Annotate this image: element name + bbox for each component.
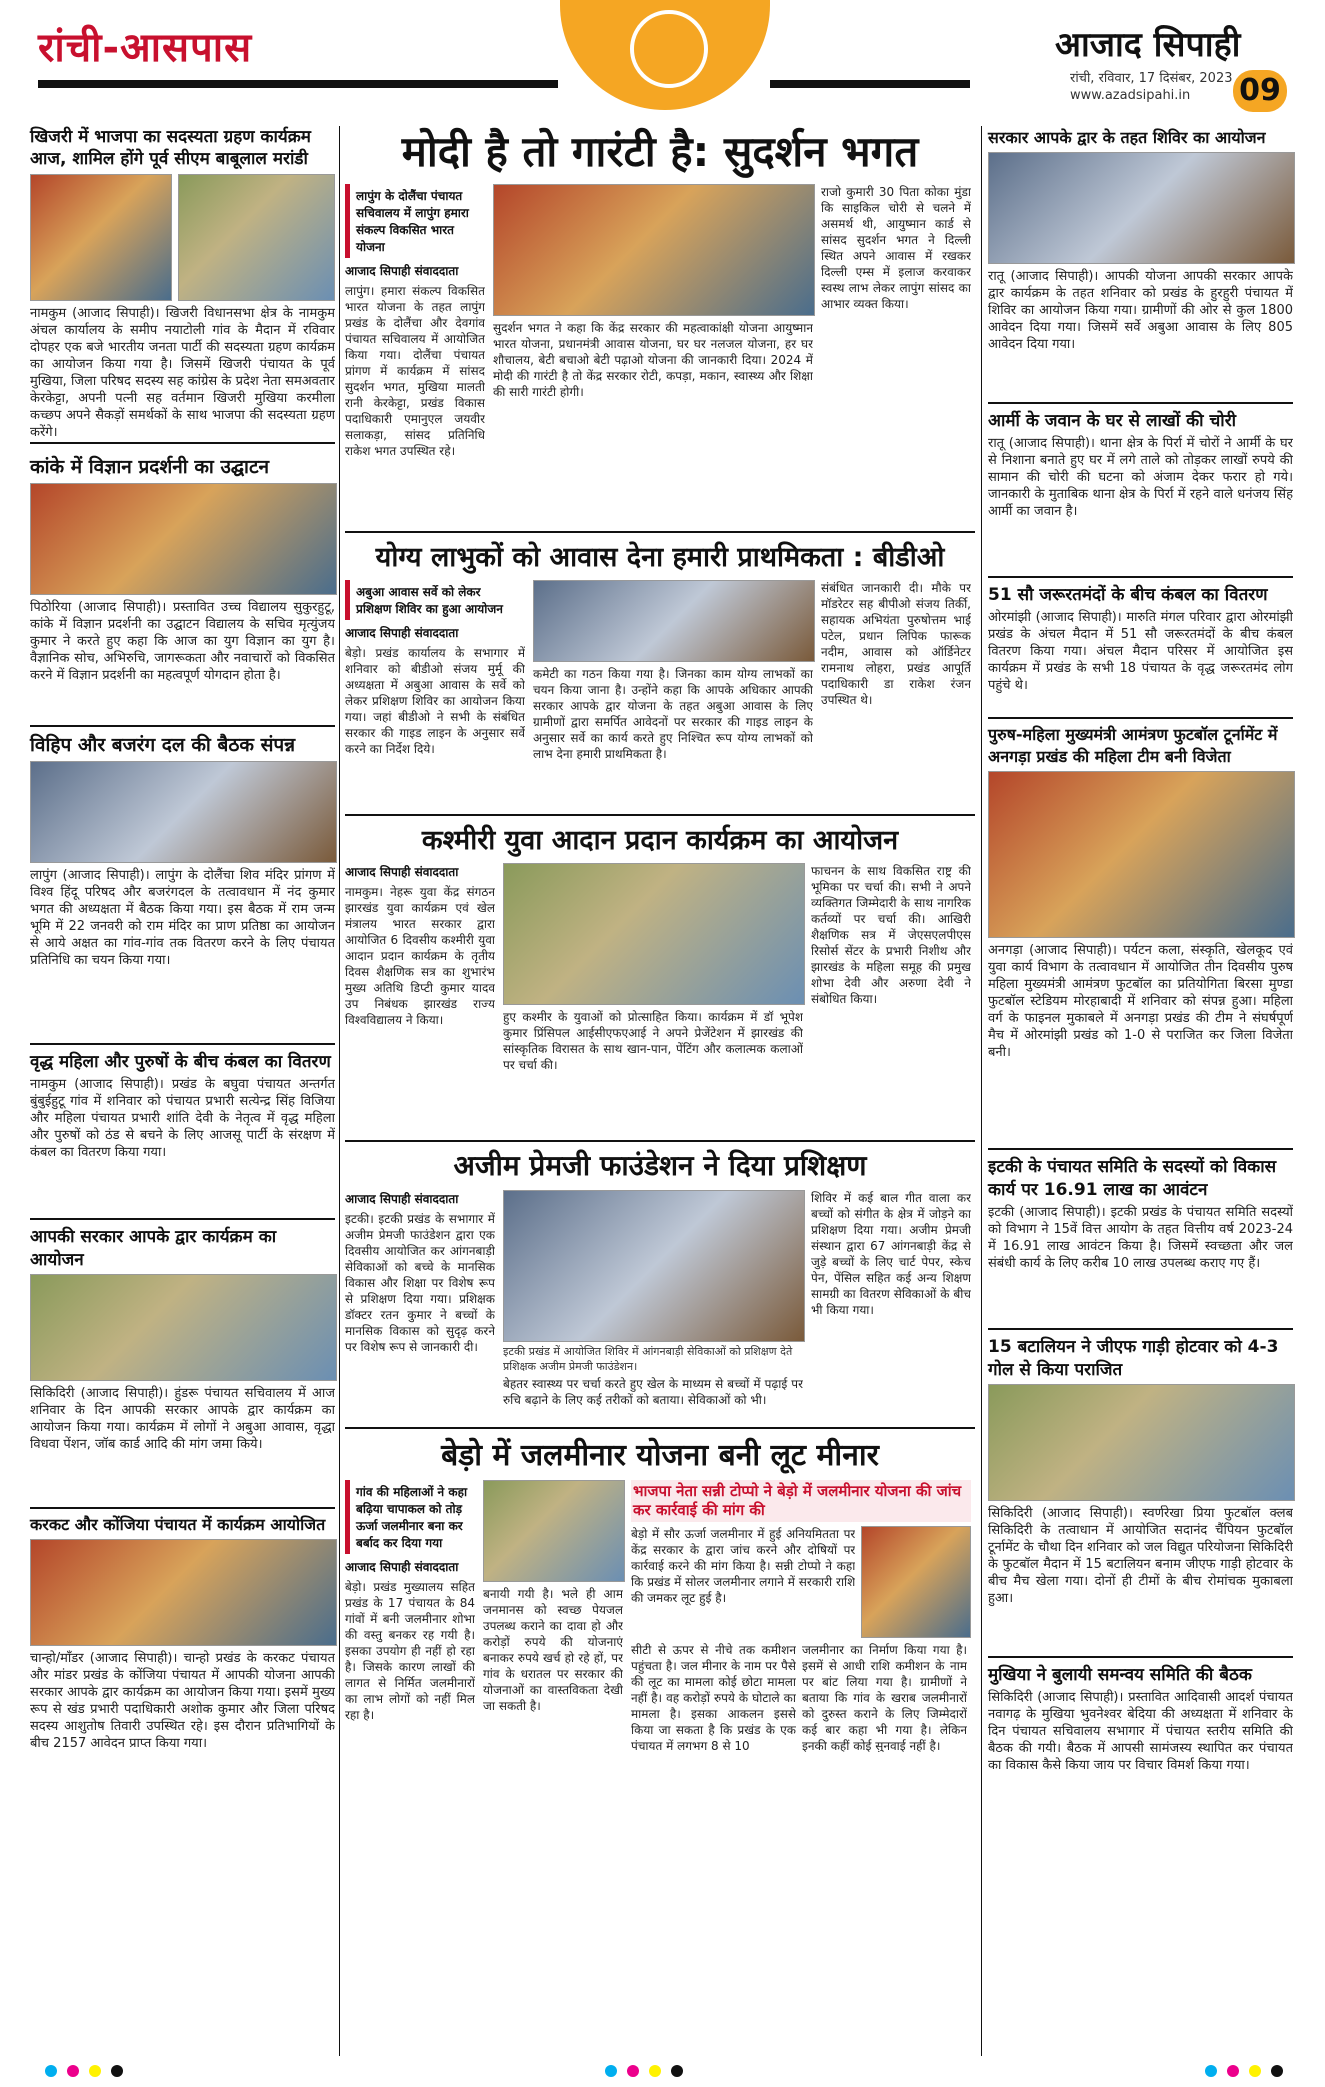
story3-body-1: नामकुम। नेहरू युवा केंद्र संगठन झारखंड युवा कार्यक्रम एवं खेल मंत्रालय भारत सरकार द्वारा आयोजित 6 दिवसीय कश्मीरी युवा आदान प्रदान कार्यक्रम के तृतीय दिवस शैक्षणिक सत्र का शुभारंभ मुख्य अतिथि डिप्टी कुमार यादव उप निबंधक झारखंड राज्य विश्वविद्यालय ने किया। (345, 885, 495, 1027)
story2-byline: आजाद सिपाही संवाददाता (345, 626, 459, 640)
divider (30, 442, 335, 444)
story3-byline: आजाद सिपाही संवाददाता (345, 865, 459, 879)
story5-photo (483, 1480, 625, 1582)
left-story4-body: नामकुम (आजाद सिपाही)। प्रखंड के बघुवा पंचायत अन्तर्गत बुंबुईहुटू गांव में शनिवार को पंचायत प्रभारी सत्येन्द्र सिंह विजिया और महिला पंचायत प्रभारी शांति देवी के नेतृत्व में वृद्ध महिला और पुरुषों को ठंड से बचने के लिए आजसू पार्टी के संरक्षण में कंबल का वितरण किया गया। (30, 1077, 335, 1160)
left-story2-photo (30, 483, 337, 595)
story5-side-photo (861, 1526, 971, 1638)
story3-photo (503, 863, 805, 1005)
right-story7-body: सिकिदिरी (आजाद सिपाही)। प्रस्तावित आदिवासी आदर्श पंचायत नवागढ़ के मुखिया भुवनेश्वर बेदिया की अध्यक्षता में शनिवार के दिन पंचायत सचिवालय सभागार में पंचायत स्तरीय समिति की बैठक की गयी। बैठक में आपसी सामंजस्य स्थापित कर पंचायत का विकास कैसे किया जाय पर विचार विमर्श किया गया। (988, 1690, 1293, 1773)
left-story5-headline: आपकी सरकार आपके द्वार कार्यक्रम का आयोजन (30, 1218, 335, 1270)
story2-body-3: संबंधित जानकारी दी। मौके पर मॉडरेटर सह बीपीओ संजय तिर्की, सहायक अभियंता पुरुषोत्तम भाई पटेल, प्रधान लिपिक फारूक नदीम, आवास को ऑर्डिनेटर रामनाथ लोहरा, प्रखंड आपूर्ति पदाधिकारी डा राकेश रंजन उपस्थित थे। (821, 581, 971, 707)
right-story3-body: ओरमांझी (आजाद सिपाही)। मारुति मंगल परिवार द्वारा ओरमांझी प्रखंड के अंचल मैदान में 51 सौ जरूरतमंदों के बीच कंबल वितरण किया गया। अंचल मैदान परिसर में आयोजित इस कार्यक्रम में प्रखंड के सभी 18 पंचायत के वृद्ध जरूरतमंद लोग पहुंचे थे। (988, 610, 1293, 693)
story4-caption: इटकी प्रखंड में आयोजित शिविर में आंगनबाड़ी सेविकाओं को प्रशिक्षण देते प्रशिक्षक अजीम प्रेमजी फाउंडेशन। (503, 1345, 793, 1373)
left-story6-body: चान्हो/माँडर (आजाद सिपाही)। चान्हो प्रखंड के करकट पंचायत और मांडर प्रखंड के कोंजिया पंचायत में आपकी योजना आपकी सरकार आपके द्वार कार्यक्रम का आयोजन किया गया। इसमें मुख्य रूप से खंड प्रभारी पदाधिकारी अशोक कुमार और जिला परिषद सदस्य आशुतोष तिवारी उपस्थित रहे। इस दौरान प्रतिभागियों के बीच 2157 आवेदन प्राप्त किया गया। (30, 1651, 335, 1751)
website-text[interactable]: www.azadsipahi.in (1070, 88, 1191, 103)
date-text: रांची, रविवार, 17 दिसंबर, 2023 (1070, 71, 1233, 86)
lead-body-3: राजो कुमारी 30 पिता कोका मुंडा कि साइकिल चोरी से चलने में असमर्थ थी, आयुष्मान कार्ड से सांसद सुदर्शन भगत ने दिल्ली स्थित अपने आवास में रखकर दिल्ली एम्स में इलाज करवाकर स्वस्थ लाभ लेकर लापुंग सांसद का आभार व्यक्त किया। (821, 185, 971, 311)
story5-side-body-2: सीटी से ऊपर से नीचे तक कमीशन पहुंचता है। जल मीनार के नाम पर पैसे की लूट का मामला कोई छोटा मामला नहीं है। वह करोड़ों रुपये के घोटाले का मामला है। इसका आकलन इससे किया जा सकता है कि प्रखंड के एक पंचायत में लगभग 8 से 10 (631, 1643, 796, 1752)
left-story6-photo (30, 1539, 337, 1646)
story5-side-body: बेड़ो में सौर ऊर्जा जलमीनार में हुई अनियमितता पर केंद्र सरकार के द्वारा जांच करने और दोषियों पर कार्रवाई करने की मांग किया है। सन्नी टोप्पो ने कहा कि प्रखंड में सोलर जलमीनार लगाने में सरकारी राशि की जमकर लूट हुई है। (631, 1527, 856, 1605)
story3-body-2: हुए कश्मीर के युवाओं को प्रोत्साहित किया। कार्यक्रम में डॉ भूपेश कुमार प्रिंसिपल आईसीएफएआई ने अपने प्रेजेंटेशन में झारखंड की सांस्कृतिक विरासत के साथ खान-पान, पेंटिंग और कलात्मक कलाओं पर चर्चा की। (503, 1010, 803, 1072)
lead-photo (493, 184, 815, 316)
right-story1-photo (988, 152, 1295, 264)
left-story1-body: नामकुम (आजाद सिपाही)। खिजरी विधानसभा क्षेत्र के नामकुम अंचल कार्यालय के समीप नयाटोली गांव के मैदान में रविवार दोपहर एक बजे भारतीय जनता पार्टी की सदस्यता ग्रहण कार्यक्रम का आयोजन किया गया है। जिसमें खिजरी पंचायत के पूर्व मुखिया, जिला परिषद सदस्य सह कांग्रेस के प्रदेश नेता समअवतार केरकेट्टा, अपनी पत्नी सह वर्तमान खिजरी मुखिया करमीला कच्छप अपने सैकड़ों समर्थकों के साथ भाजपा की सदस्यता ग्रहण करेंगे। (30, 306, 335, 440)
story5-body-2: बनायी गयी है। भले ही आम जनमानस को स्वच्छ पेयजल उपलब्ध कराने का दावा हो और करोड़ों रुपये की योजनाएं बनाकर रुपये खर्च हो रहे हों, पर गांव के धरातल पर सरकार की योजनाओं का वास्तविकता देखी जा सकती है। (483, 1587, 623, 1713)
left-story5-photo (30, 1274, 337, 1381)
page-number: 09 (1233, 70, 1287, 112)
left-column (30, 126, 335, 1800)
lead-tagline: लापुंग के दोलैंचा पंचायत सचिवालय में लापुंग हमारा संकल्प विकसित भारत योजना (345, 184, 485, 258)
lead-byline: आजाद सिपाही संवाददाता (345, 264, 459, 278)
story5-side-body-3: जलमीनार का निर्माण किया गया है। इसमें से आधी राशि कमीशन के नाम पर बांट लिया गया है। ग्रामीणों ने बताया कि गांव के खराब जलमीनारों को दुरुस्त कराने के लिए जिम्मेदारों कई बार कहा भी गया है। लेकिन इनकी कहीं कोई सुनवाई नहीं है। (802, 1643, 967, 1752)
column-rule-left (339, 126, 340, 2056)
right-story5-body: इटकी (आजाद सिपाही)। इटकी प्रखंड के पंचायत समिति सदस्यों को विभाग ने 15वें वित्त आयोग के तहत वित्तीय वर्ष 2023-24 में 16.91 लाख आवंटन किया है। जिसमें स्वच्छता और जल संबंधी कार्य के लिए करीब 10 लाख उपलब्ध कराए गए हैं। (988, 1205, 1293, 1271)
newspaper-name: आजाद सिपाही (1055, 25, 1241, 65)
left-story2-headline: कांके में विज्ञान प्रदर्शनी का उद्घाटन (30, 456, 270, 478)
left-story1-photo-2 (178, 174, 335, 301)
right-story2-body: रातू (आजाद सिपाही)। थाना क्षेत्र के पिर्रा में चोरों ने आर्मी के घर से निशाना बनाते हुए घर में लगे ताले को तोड़कर लाखों रुपये की सामान की चोरी की घटना को अंजाम देकर फरार हो गये। जानकारी के मुताबिक थाना क्षेत्र के पिर्रा में रहने वाले धनंजय सिंह आर्मी का जवान है। (988, 436, 1293, 519)
right-story6-photo (988, 1384, 1295, 1501)
right-story2-headline: आर्मी के जवान के घर से लाखों की चोरी (988, 402, 1293, 431)
right-column (988, 126, 1293, 1829)
right-story5-headline: इटकी के पंचायत समिति के सदस्यों को विकास कार्य पर 16.91 लाख का आवंटन (988, 1148, 1293, 1200)
masthead (0, 0, 1325, 122)
masthead-rule-left (38, 80, 558, 88)
right-story4-body: अनगड़ा (आजाद सिपाही)। पर्यटन कला, संस्कृति, खेलकूद एवं युवा कार्य विभाग के तत्वावधान में आयोजित तीन दिवसीय पुरुष महिला मुख्यमंत्री आमंत्रण फुटबॉल का प्रतियोगिता बिरसा मुण्डा फुटबॉल स्टेडियम मोरहाबादी में शनिवार को संपन्न हुआ। महिला वर्ग के फाइनल मुकाबले में अनगड़ा प्रखंड की टीम ने संघर्षपूर्ण मैच में ओरमांझी प्रखंड को 1-0 से पराजित कर जिला विजेता बनी। (988, 943, 1293, 1060)
column-rule-right (981, 126, 982, 2056)
registration-dots-left (40, 2062, 128, 2081)
left-story1-headline: खिजरी में भाजपा का सदस्यता ग्रहण कार्यक्रम आज, शामिल होंगे पूर्व सीएम बाबूलाल मरांडी (30, 127, 311, 169)
left-story4-headline: वृद्ध महिला और पुरुषों के बीच कंबल का वितरण (30, 1043, 335, 1072)
story5-headline: बेड़ो में जलमीनार योजना बनी लूट मीनार (345, 1427, 975, 1474)
right-story4-photo (988, 771, 1295, 938)
center-column (345, 126, 975, 1806)
left-story3-headline: विहिप और बजरंग दल की बैठक संपन्न (30, 725, 335, 757)
story5-tagline: गांव की महिलाओं ने कहा बढ़िया चापाकल को तोड़ ऊर्जा जलमीनार बना कर बर्बाद कर दिया गया (345, 1480, 475, 1554)
right-story3-headline: 51 सौ जरूरतमंदों के बीच कंबल का वितरण (988, 576, 1293, 605)
right-story7-headline: मुखिया ने बुलायी समन्वय समिति की बैठक (988, 1656, 1293, 1685)
story5-byline: आजाद सिपाही संवाददाता (345, 1560, 459, 1574)
lead-headline: मोदी है तो गारंटी है: सुदर्शन भगत (401, 127, 919, 176)
left-story5-body: सिकिदिरी (आजाद सिपाही)। हुंडरू पंचायत सचिवालय में आज शनिवार के दिन आपकी सरकार आपके द्वार कार्यक्रम का आयोजन किया गया। कार्यक्रम में लोगों ने अबुआ आवास, वृद्धा विधवा पेंशन, जॉब कार्ड आदि की मांग जमा किये। (30, 1386, 335, 1452)
story5-body-1: बेड़ो। प्रखंड मुख्यालय सहित प्रखंड के 17 पंचायत के 84 गांवों में बनी जलमीनार शोभा की वस्तु बनकर रह गयी है। इसका उपयोग ही नहीं हो रहा है। जिसके कारण लाखों की लागत से निर्मित जलमीनारों का लाभ लोगों को नहीं मिल रहा है। (345, 1580, 475, 1722)
story3-body-3: फाचनन के साथ विकसित राष्ट्र की भूमिका पर चर्चा की। सभी ने अपने व्यक्तिगत जिम्मेदारी के साथ नागरिक कर्तव्यों पर चर्चा की। आखिरी शैक्षणिक सत्र में जेएसएलपीएस रिसोर्स सेंटर के प्रभारी निशीथ और झारखंड के महिला समूह की प्रमुख शोभा देवी और अरुणा देवी ने संबोधित किया। (811, 864, 971, 1006)
section-title: रांची-आसपास (38, 25, 253, 71)
left-story3-body: लापुंग (आजाद सिपाही)। लापुंग के दोलैंचा शिव मंदिर प्रांगण में विश्व हिंदू परिषद और बजरंगदल के तत्वावधान में नंद कुमार भगत की अध्यक्षता में बैठक किया गया। इस बैठक में राम जन्म भूमि में 22 जनवरी को राम मंदिर का प्राण प्रतिष्ठा का आयोजन से आये अक्षत का गांव-गांव तक वितरण करने के लिए पंचायत प्रतिनिधि का चयन किया गया। (30, 868, 335, 968)
lead-body-2: सुदर्शन भगत ने कहा कि केंद्र सरकार की महत्वाकांक्षी योजना आयुष्मान भारत योजना, प्रधानमंत्री आवास योजना, घर घर नलजल योजना, हर घर शौचालय, बेटी बचाओ बेटी पढ़ाओ योजना की जानकारी दिया। 2024 में मोदी की गारंटी है तो केंद्र सरकार रोटी, कपड़ा, मकान, स्वास्थ्य और शिक्षा की सारी गारंटी होगी। (493, 321, 813, 399)
right-story4-headline: पुरुष-महिला मुख्यमंत्री आमंत्रण फुटबॉल टूर्नामेंट में अनगड़ा प्रखंड की महिला टीम बनी विजेता (988, 717, 1293, 767)
lead-body-1: लापुंग। हमारा संकल्प विकसित भारत योजना के तहत लापुंग प्रखंड के दोलैंचा और देवगांव पंचायत सचिवालय में आयोजित किया गया। दोलैंचा पंचायत प्रांगण में कार्यक्रम में सांसद सुदर्शन भगत, मुखिया मालती रानी केरकेट्टा, प्रखंड विकास पदाधिकारी एमानुएल जयवीर सलाकड़ा, सांसद प्रतिनिधि राकेश भगत उपस्थित रहे। (345, 284, 485, 458)
story2-headline: योग्य लाभुकों को आवास देना हमारी प्राथमिकता : बीडीओ (345, 531, 975, 574)
story4-headline: अजीम प्रेमजी फाउंडेशन ने दिया प्रशिक्षण (345, 1140, 975, 1184)
story2-body-2: कमेटी का गठन किया गया है। जिनका काम योग्य लाभकों का चयन किया जाना है। उन्होंने कहा कि आपके अधिकार आपकी सरकार आपके द्वार योजना के तहत अबुआ आवास के लिए ग्रामीणों द्वारा समर्पित आवेदनों पर सरकार की गाइड लाइन के अनुसार सर्वे का कार्य करते हुए निश्चित रूप योग्य लाभकों को लाभ देना हमारी प्राथमिकता है। (533, 667, 813, 761)
story4-photo (503, 1190, 805, 1342)
registration-dots-center (600, 2062, 688, 2081)
right-story6-body: सिकिदिरी (आजाद सिपाही)। स्वर्णरेखा प्रिया फुटबॉल क्लब सिकिदिरी के तत्वाधान में आयोजित सदानंद चैंपियन फुटबॉल टूर्नामेंट के चौथा दिन शनिवार को जल विद्युत परियोजना सिकिदिरी के फुटबॉल मैदान में 15 बटालियन बनाम जीएफ गाड़ी होटवार के बीच मैच खेला गया। दोनों ही टीमों के बीच रोमांचक मुकाबला हुआ। (988, 1506, 1293, 1606)
left-story1-photo-1 (30, 174, 172, 301)
right-story6-headline: 15 बटालियन ने जीएफ गाड़ी होटवार को 4-3 गोल से किया पराजित (988, 1328, 1293, 1380)
left-story6-headline: करकट और कोंजिया पंचायत में कार्यक्रम आयोजित (30, 1507, 335, 1535)
right-story1-headline: सरकार आपके द्वार के तहत शिविर का आयोजन (988, 128, 1266, 147)
story3-headline: कश्मीरी युवा आदान प्रदान कार्यक्रम का आयोजन (345, 814, 975, 857)
story4-body-1: इटकी। इटकी प्रखंड के सभागार में अजीम प्रेमजी फाउंडेशन द्वारा एक दिवसीय आयोजित कर आंगनबाड़ी सेविकाओं को बच्चे के मानसिक विकास और शिक्षा पर विशेष रूप से प्रशिक्षण दिया गया। प्रशिक्षक डॉक्टर रतन कुमार ने बच्चों के मानसिक विकास को सुदृढ़ करने पर विशेष रूप से जानकारी दी। (345, 1212, 495, 1354)
right-story1-body: रातू (आजाद सिपाही)। आपकी योजना आपकी सरकार आपके द्वार कार्यक्रम के तहत शनिवार को प्रखंड के हुरहुरी पंचायत में शिविर का आयोजन किया गया। ग्रामीणों की ओर से कुल 1800 आवेदन दिया गया। जिसमें सर्वे अबुआ आवास के लिए 805 आवेदन दिया गया। (988, 269, 1293, 352)
dateline (1070, 70, 1232, 104)
story5-side-headline: भाजपा नेता सन्नी टोप्पो ने बेड़ो में जलमीनार योजना की जांच कर कार्रवाई की मांग की (631, 1480, 971, 1522)
story2-photo (533, 580, 815, 662)
masthead-rule-right (770, 80, 970, 88)
story4-byline: आजाद सिपाही संवाददाता (345, 1192, 459, 1206)
registration-dots-right (1200, 2062, 1288, 2081)
left-story3-photo (30, 761, 337, 863)
left-story2-body: पिठोरिया (आजाद सिपाही)। प्रस्तावित उच्च विद्यालय सुकुरहुटू, कांके में विज्ञान प्रदर्शनी का उद्घाटन विद्यालय के सचिव मृत्युंजय कुमार ने करते हुए कहा कि आज का युग विज्ञान का युग है। वैज्ञानिक सोच, अभिरुचि, जागरूकता और नवाचारों को विकसित करने में विज्ञान प्रदर्शनी का महत्वपूर्ण योगदान होता है। (30, 600, 335, 683)
story4-body-2: बेहतर स्वास्थ्य पर चर्चा करते हुए खेल के माध्यम से बच्चों में पढ़ाई पर रुचि बढ़ाने के लिए कई तरीकों को बताया। सेविकाओं को भी। (503, 1377, 803, 1407)
story2-body-1: बेड़ो। प्रखंड कार्यालय के सभागार में शनिवार को बीडीओ संजय मुर्मू की अध्यक्षता में अबुआ आवास के सर्वे को लेकर प्रशिक्षण शिविर का आयोजन किया गया। जहां बीडीओ ने सभी के संबंधित सरकार की गाइड लाइन के अनुसार सर्वे करने का निर्देश दिये। (345, 646, 525, 756)
story4-body-3: शिविर में कई बाल गीत वाला कर बच्चों को संगीत के क्षेत्र में जोड़ने का प्रशिक्षण दिया गया। अजीम प्रेमजी संस्थान द्वारा 67 आंगनबाड़ी केंद्र से जुड़े बच्चों के लिए चार्ट पेपर, स्केच पेन, पेंसिल सहित कई अन्य शिक्षण सामग्री का वितरण सेविकाओं के बीच भी किया गया। (811, 1191, 971, 1317)
pen-nib-icon (630, 10, 708, 88)
story2-tagline: अबुआ आवास सर्वे को लेकर प्रशिक्षण शिविर का हुआ आयोजन (345, 580, 525, 620)
